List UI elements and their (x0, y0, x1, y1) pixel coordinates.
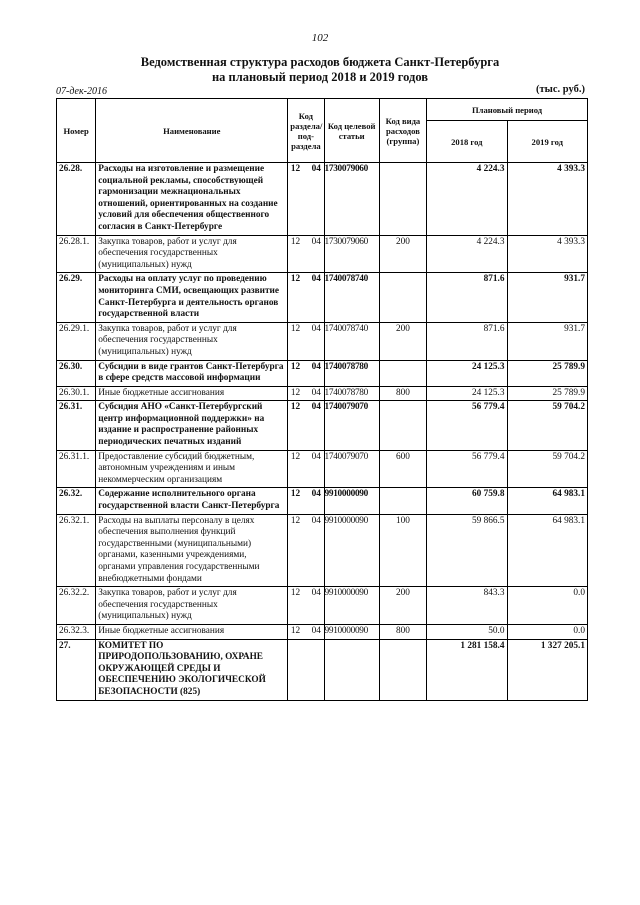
row-article-code: 9910000090 (324, 488, 379, 514)
section-code: 12 (290, 451, 301, 462)
row-type-code: 200 (379, 587, 426, 625)
table-row (57, 235, 588, 273)
row-amount-2019: 25 789.9 (507, 360, 587, 386)
row-amount-2018: 56 779.4 (427, 401, 507, 450)
title-line-1: Ведомственная структура расходов бюджета Санкт-Петербурга (140, 55, 500, 69)
row-amount-2018: 50.0 (427, 624, 507, 639)
row-type-code (379, 639, 426, 700)
row-amount-2019: 1 327 205.1 (507, 639, 587, 700)
row-name: Иные бюджетные ассигнования (96, 624, 288, 639)
row-number: 26.32.2. (57, 587, 96, 625)
row-number: 26.28. (57, 163, 96, 236)
row-amount-2019: 4 393.3 (507, 235, 587, 273)
row-article-code: 1740079070 (324, 401, 379, 450)
section-code: 12 (290, 361, 301, 372)
row-type-code (379, 488, 426, 514)
row-number: 26.30.1. (57, 386, 96, 401)
row-section-code (288, 401, 324, 450)
row-type-code: 600 (379, 450, 426, 488)
row-amount-2019: 64 983.1 (507, 488, 587, 514)
row-number: 26.30. (57, 360, 96, 386)
row-amount-2018: 56 779.4 (427, 450, 507, 488)
section-code: 12 (290, 402, 301, 413)
subsection-code: 04 (311, 387, 321, 398)
row-article-code (324, 639, 379, 700)
row-amount-2019: 59 704.2 (507, 450, 587, 488)
row-amount-2019: 0.0 (507, 624, 587, 639)
row-amount-2018: 24 125.3 (427, 386, 507, 401)
table-row (57, 163, 588, 236)
row-number: 26.32.1. (57, 514, 96, 587)
header-year-2018: 2018 год (427, 121, 507, 163)
row-name: Содержание исполнительного органа государственной власти Санкт-Петербурга (96, 488, 288, 514)
row-number: 26.28.1. (57, 235, 96, 273)
row-number: 26.31. (57, 401, 96, 450)
row-amount-2018: 4 224.3 (427, 163, 507, 236)
table-row (57, 587, 588, 625)
section-code: 12 (290, 164, 301, 174)
row-section-code (288, 488, 324, 514)
row-amount-2019: 0.0 (507, 587, 587, 625)
row-article-code: 1730079060 (324, 163, 379, 236)
row-article-code: 1740078780 (324, 386, 379, 401)
table-body (57, 163, 588, 701)
section-code: 12 (290, 274, 301, 285)
row-article-code: 1740079070 (324, 450, 379, 488)
section-code: 12 (290, 323, 301, 334)
row-name: Расходы на выплаты персоналу в целях обеспечения выполнения функций государственными (муниципальными) органами, казенными учреждениями, органами управления государственными внебюджетными фондами (96, 514, 288, 587)
row-number: 27. (57, 639, 96, 700)
row-number: 26.31.1. (57, 450, 96, 488)
row-amount-2019: 931.7 (507, 322, 587, 360)
row-amount-2019: 25 789.9 (507, 386, 587, 401)
row-amount-2018: 871.6 (427, 273, 507, 322)
subsection-code: 04 (311, 625, 321, 636)
document-title (0, 55, 640, 85)
header-number: Номер (57, 99, 96, 163)
row-number: 26.32.3. (57, 624, 96, 639)
table-row (57, 488, 588, 514)
row-section-code (288, 163, 324, 236)
row-type-code (379, 360, 426, 386)
row-section-code (288, 235, 324, 273)
row-article-code: 1730079060 (324, 235, 379, 273)
subsection-code: 04 (311, 402, 321, 413)
row-section-code (288, 514, 324, 587)
row-type-code: 200 (379, 235, 426, 273)
row-number: 26.29.1. (57, 322, 96, 360)
row-name: Закупка товаров, работ и услуг для обеспечения государственных (муниципальных) нужд (96, 322, 288, 360)
subsection-code: 04 (311, 489, 321, 500)
row-amount-2018: 24 125.3 (427, 360, 507, 386)
subsection-code: 04 (311, 274, 321, 285)
row-section-code (288, 450, 324, 488)
row-article-code: 9910000090 (324, 514, 379, 587)
row-type-code: 200 (379, 322, 426, 360)
section-code: 12 (290, 625, 301, 636)
row-section-code (288, 624, 324, 639)
table-row (57, 514, 588, 587)
table-row (57, 401, 588, 450)
header-article: Код целевой статьи (324, 99, 379, 163)
row-section-code (288, 322, 324, 360)
row-type-code (379, 163, 426, 236)
header-planned-period: Плановый период (427, 99, 588, 121)
units-note: (тыс. руб.) (536, 84, 585, 95)
row-name: Расходы на изготовление и размещение социальной рекламы, способствующей гармонизации межнациональных отношений, ориентированных на создание условий для обеспечения общественного согласия в Санкт-Петербурге (96, 163, 288, 236)
header-type: Код вида расходов (группа) (379, 99, 426, 163)
row-type-code (379, 401, 426, 450)
row-amount-2018: 871.6 (427, 322, 507, 360)
expenditure-table (56, 98, 588, 701)
row-name: Закупка товаров, работ и услуг для обеспечения государственных (муниципальных) нужд (96, 587, 288, 625)
section-code: 12 (290, 588, 301, 599)
row-name: КОМИТЕТ ПО ПРИРОДОПОЛЬЗОВАНИЮ, ОХРАНЕ ОКРУЖАЮЩЕЙ СРЕДЫ И ОБЕСПЕЧЕНИЮ ЭКОЛОГИЧЕСКОЙ БЕЗОПАСНОСТИ (825) (96, 639, 288, 700)
row-section-code (288, 360, 324, 386)
row-amount-2019: 931.7 (507, 273, 587, 322)
row-name: Иные бюджетные ассигнования (96, 386, 288, 401)
row-amount-2019: 59 704.2 (507, 401, 587, 450)
section-code: 12 (290, 236, 301, 247)
row-article-code: 9910000090 (324, 587, 379, 625)
row-article-code: 9910000090 (324, 624, 379, 639)
row-amount-2018: 60 759.8 (427, 488, 507, 514)
subsection-code: 04 (311, 236, 321, 247)
section-code: 12 (290, 489, 301, 500)
row-amount-2019: 64 983.1 (507, 514, 587, 587)
header-section: Код раздела/ под-раздела (288, 99, 324, 163)
row-section-code (288, 273, 324, 322)
row-amount-2019: 4 393.3 (507, 163, 587, 236)
row-type-code: 800 (379, 624, 426, 639)
table-row (57, 360, 588, 386)
title-line-2: на плановый период 2018 и 2019 годов (211, 70, 429, 84)
row-name: Субсидия АНО «Санкт-Петербургский центр информационной поддержки» на издание и распространение районных периодических печатных изданий (96, 401, 288, 450)
row-name: Расходы на оплату услуг по проведению мониторинга СМИ, освещающих развитие Санкт-Петербурга и деятельность органов государственной власти (96, 273, 288, 322)
table-row (57, 322, 588, 360)
subsection-code: 04 (311, 588, 321, 599)
row-type-code (379, 273, 426, 322)
row-type-code: 800 (379, 386, 426, 401)
row-name: Предоставление субсидий бюджетным, автономным учреждениям и иным некоммерческим организациям (96, 450, 288, 488)
row-article-code: 1740078780 (324, 360, 379, 386)
header-name: Наименование (96, 99, 288, 163)
row-amount-2018: 843.3 (427, 587, 507, 625)
row-number: 26.29. (57, 273, 96, 322)
row-amount-2018: 4 224.3 (427, 235, 507, 273)
row-type-code: 100 (379, 514, 426, 587)
section-code: 12 (290, 387, 301, 398)
row-name: Субсидии в виде грантов Санкт-Петербурга в сфере средств массовой информации (96, 360, 288, 386)
subsection-code: 04 (311, 515, 321, 526)
subsection-code: 04 (311, 164, 321, 174)
table-row (57, 639, 588, 700)
section-code: 12 (290, 515, 301, 526)
table-row (57, 624, 588, 639)
row-number: 26.32. (57, 488, 96, 514)
subsection-code: 04 (311, 451, 321, 462)
table-row (57, 386, 588, 401)
document-date: 07-дек-2016 (56, 86, 107, 97)
page-number: 102 (311, 32, 329, 44)
row-article-code: 1740078740 (324, 322, 379, 360)
row-section-code (288, 587, 324, 625)
subsection-code: 04 (311, 361, 321, 372)
row-amount-2018: 1 281 158.4 (427, 639, 507, 700)
row-section-code (288, 639, 324, 700)
table-row (57, 450, 588, 488)
subsection-code: 04 (311, 323, 321, 334)
row-amount-2018: 59 866.5 (427, 514, 507, 587)
row-name: Закупка товаров, работ и услуг для обеспечения государственных (муниципальных) нужд (96, 235, 288, 273)
row-section-code (288, 386, 324, 401)
header-year-2019: 2019 год (507, 121, 587, 163)
table-row (57, 273, 588, 322)
row-article-code: 1740078740 (324, 273, 379, 322)
